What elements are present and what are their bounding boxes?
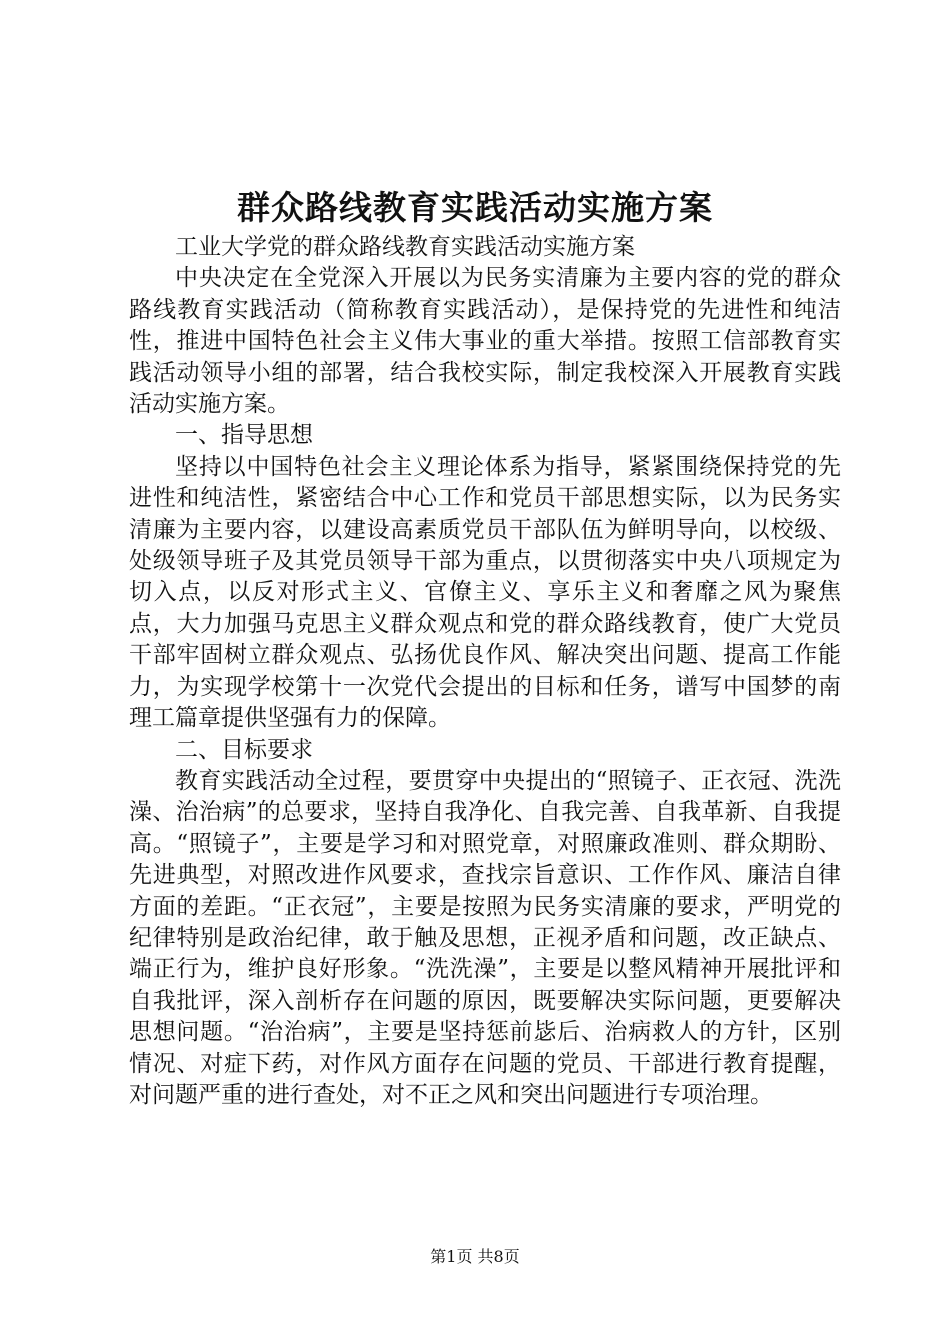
section-heading-guiding-ideology: 一、指导思想 — [175, 422, 313, 449]
goals-paragraph: 教育实践活动全过程，要贯穿中央提出的“照镜子、正衣冠、洗洗澡、治治病”的总要求，坚持自我净化、自我完善、自我革新、自我提高。“照镜子”，主要是学习和对照党章，对照廉政准则、群众期盼、先进典型，对照改进作风要求，查找宗旨意识、工作作风、廉洁自律方面的差距。“正衣冠”，主要是按照为民务实清廉的要求，严明党的纪律特别是政治纪律，敢于触及思想，正视矛盾和问题，改正缺点、端正行为，维护良好形象。“洗洗澡”，主要是以整风精神开展批评和自我批评，深入剖析存在问题的原因，既要解决实际问题，更要解决思想问题。“治治病”，主要是坚持惩前毖后、治病救人的方针，区别情况、对症下药，对作风方面存在问题的党员、干部进行教育提醒，对问题严重的进行查处，对不正之风和突出问题进行专项治理。 — [129, 767, 841, 1108]
guiding-ideology-paragraph: 坚持以中国特色社会主义理论体系为指导，紧紧围绕保持党的先进性和纯洁性，紧密结合中心工作和党员干部思想实际，以为民务实清廉为主要内容，以建设高素质党员干部队伍为鲜明导向，以校级、处级领导班子及其党员领导干部为重点，以贯彻落实中央八项规定为切入点，以反对形式主义、官僚主义、享乐主义和奢靡之风为聚焦点，大力加强马克思主义群众观点和党的群众路线教育，使广大党员干部牢固树立群众观点、弘扬优良作风、解决突出问题、提高工作能力，为实现学校第十一次党代会提出的目标和任务，谱写中国梦的南理工篇章提供坚强有力的保障。 — [129, 453, 841, 732]
document-body — [129, 232, 841, 1111]
subtitle-paragraph: 工业大学党的群众路线教育实践活动实施方案 — [175, 234, 635, 260]
page-number-footer: 第1页 共8页 — [430, 1247, 520, 1266]
intro-paragraph: 中央决定在全党深入开展以为民务实清廉为主要内容的党的群众路线教育实践活动（简称教育实践活动），是保持党的先进性和纯洁性，推进中国特色社会主义伟大事业的重大举措。按照工信部教育实践活动领导小组的部署，结合我校实际，制定我校深入开展教育实践活动实施方案。 — [129, 265, 841, 418]
document-title: 群众路线教育实践活动实施方案 — [237, 188, 713, 227]
section-heading-goals: 二、目标要求 — [175, 736, 313, 763]
